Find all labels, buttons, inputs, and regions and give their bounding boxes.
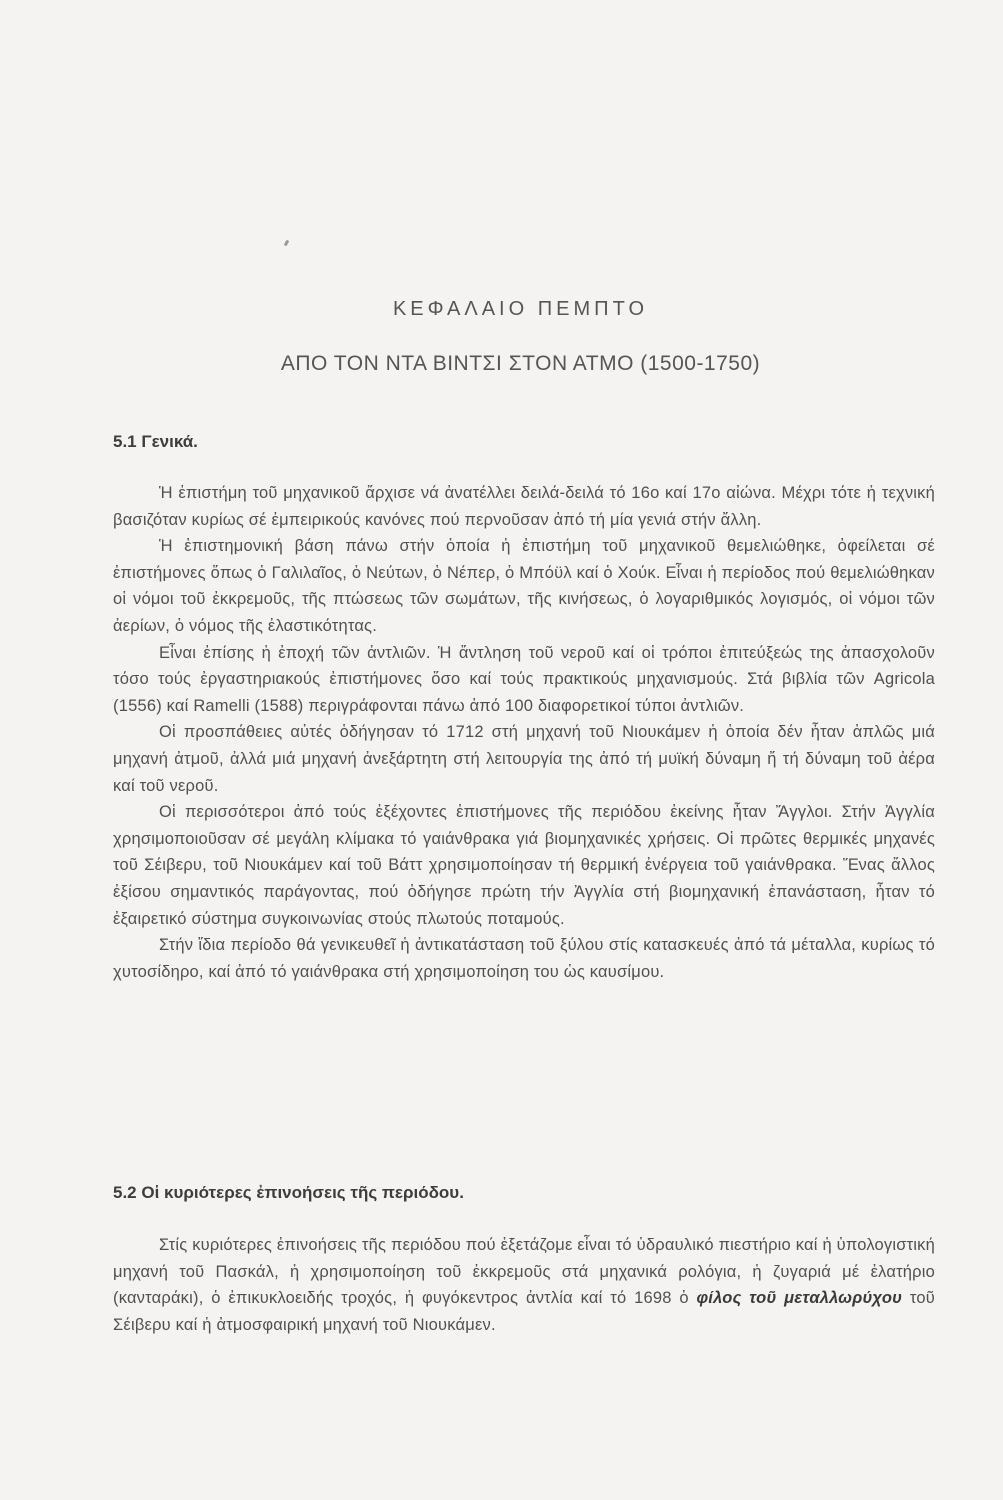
chapter-label: ΚΕΦΑΛΑΙΟ ΠΕΜΠΤΟ	[392, 298, 649, 320]
paragraph: Οἱ περισσότεροι ἀπό τούς ἐξέχοντες ἐπιστήμονες τῆς περιόδου ἐκείνης ἦταν Ἄγγλοι. Στήν Ἀγγλία χρησιμοποιοῦσαν σέ μεγάλη κλίμακα τό γαιάνθρακα γιά βιομηχανικές χρήσεις. Οἱ πρῶτες θερμικές μηχανές τοῦ Σέιβερυ, τοῦ Νιουκάμεν καί τοῦ Βάττ χρησιμοποίησαν τή θερμική ἐνέργεια τοῦ γαιάνθρακα. Ἕνας ἄλλος ἐξίσου σημαντικός παράγοντας, πού ὁδήγησε πρώτη τήν Ἀγγλία στή βιομηχανική ἐπανάσταση, ἦταν τό ἐξαιρετικό σύστημα συγκοινωνίας στούς πλωτούς ποταμούς.	[113, 803, 935, 928]
paragraph: Οἱ προσπάθειες αὐτές ὁδήγησαν τό 1712 στή μηχανή τοῦ Νιουκάμεν ἡ ὁποία δέν ἦταν ἁπλῶς μιά μηχανή ἀτμοῦ, ἀλλά μιά μηχανή ἀνεξάρτητη στή λειτουργία της ἀπό τή μυϊκή δύναμη ἤ τή δύναμη τοῦ ἀέρα καί τοῦ νεροῦ.	[113, 723, 935, 795]
paragraph	[113, 1232, 935, 1338]
section-heading-inventions: 5.2 Οἱ κυριότερες ἐπινοήσεις τῆς περιόδου.	[113, 1183, 464, 1202]
section-heading-general: 5.1 Γενικά.	[113, 432, 198, 451]
section-inventions-body	[113, 1232, 935, 1338]
paragraph: Στήν ἴδια περίοδο θά γενικευθεῖ ἡ ἀντικατάσταση τοῦ ξύλου στίς κατασκευές ἀπό τά μέταλλα, κυρίως τό χυτοσίδηρο, καί ἀπό τό γαιάνθρακα στή χρησιμοποίηση του ὡς καυσίμου.	[113, 936, 935, 981]
paragraph: Ἡ ἐπιστημονική βάση πάνω στήν ὁποία ἡ ἐπιστήμη τοῦ μηχανικοῦ θεμελιώθηκε, ὀφείλεται σέ ἐπιστήμονες ὅπως ὁ Γαλιλαῖος, ὁ Νεύτων, ὁ Νέπερ, ὁ Μπόϋλ καί ὁ Χούκ. Εἶναι ἡ περίοδος πού θεμελιώθηκαν οἱ νόμοι τοῦ ἐκκρεμοῦς, τῆς πτώσεως τῶν σωμάτων, τῆς κινήσεως, ὁ λογαριθμικός λογισμός, οἱ νόμοι τῶν ἀερίων, ὁ νόμος τῆς ἐλαστικότητας.	[113, 537, 935, 635]
paragraph-text-after: τοῦ Σέιβερυ καί ἡ ἀτμοσφαιρική μηχανή τοῦ Νιουκάμεν.	[113, 1289, 935, 1334]
section-general-body	[113, 480, 935, 985]
emphasized-term: φίλος τοῦ μεταλλωρύχου	[696, 1289, 903, 1308]
paragraph: Ἡ ἐπιστήμη τοῦ μηχανικοῦ ἄρχισε νά ἀνατέλλει δειλά-δειλά τό 16ο καί 17ο αἰώνα. Μέχρι τότε ἡ τεχνική βασιζόταν κυρίως σέ ἐμπειρικούς κανόνες πού περνοῦσαν ἀπό τή μία γενιά στήν ἄλλη.	[113, 484, 935, 529]
paragraph: Εἶναι ἐπίσης ἡ ἐποχή τῶν ἀντλιῶν. Ἡ ἄντληση τοῦ νεροῦ καί οἱ τρόποι ἐπιτεύξεώς της ἀπασχολοῦν τόσο τούς ἐργαστηριακούς ἐπιστήμονες ὅσο καί τούς πρακτικούς μηχανισμούς. Στά βιβλία τῶν Agricola (1556) καί Ramelli (1588) περιγράφονται πάνω ἀπό 100 διαφορετικοί τύποι ἀντλιῶν.	[113, 643, 935, 715]
paragraph-text-before: Στίς κυριότερες ἐπινοήσεις τῆς περιόδου πού ἐξετάζομε εἶναι τό ὑδραυλικό πιεστήριο καί ἡ ὑπολογιστική μηχανή τοῦ Πασκάλ, ἡ χρησιμοποίηση τοῦ ἐκκρεμοῦς στά μηχανικά ρολόγια, ἡ ζυγαριά μέ ἐλατήριο (κανταράκι), ὁ ἐπικυκλοειδής τροχός, ἡ φυγόκεντρος ἀντλία καί τό 1698 ὁ	[113, 1236, 935, 1308]
print-speck	[284, 240, 290, 247]
chapter-title: ΑΠΟ ΤΟΝ ΝΤΑ ΒΙΝΤΣΙ ΣΤΟΝ ΑΤΜΟ (1500-1750)	[280, 352, 761, 375]
